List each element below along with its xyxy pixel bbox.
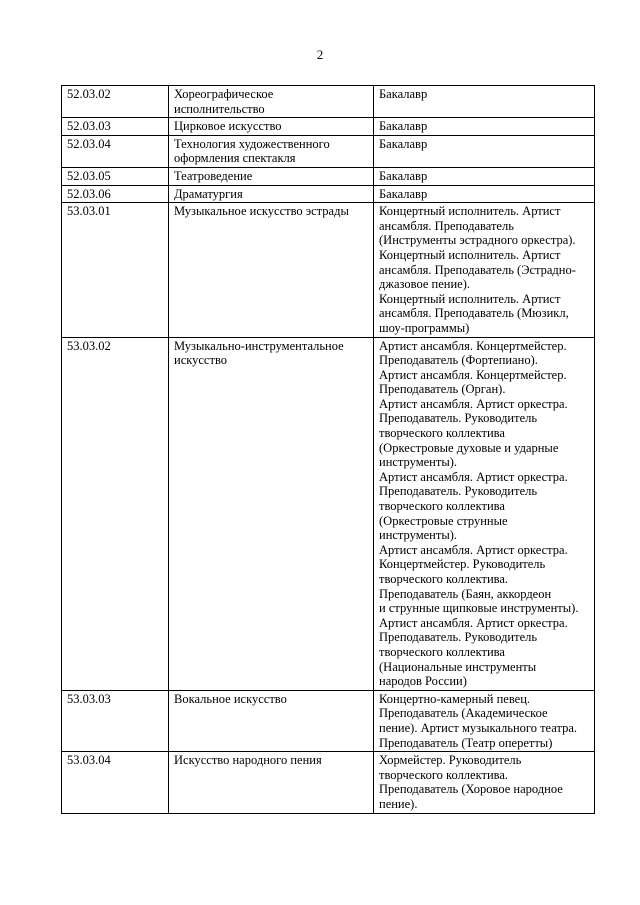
qualification-line: Бакалавр: [379, 168, 428, 183]
qualification-line: инструменты).: [379, 455, 458, 470]
name-cell: [169, 167, 374, 185]
name-line: Музыкально-инструментальное: [174, 338, 344, 353]
code-cell: 52.03.02: [62, 86, 169, 118]
qualification-line: Преподаватель. Руководитель: [379, 411, 538, 426]
qualification-cell: [374, 167, 595, 185]
qualification-line: пение). Артист музыкального театра.: [379, 720, 578, 735]
qualification-line: ансамбля. Преподаватель (Эстрадно-: [379, 262, 576, 277]
qualification-line: Бакалавр: [379, 136, 428, 151]
qualification-line: Концертный исполнитель. Артист: [379, 291, 561, 306]
qualification-line: ансамбля. Преподаватель (Мюзикл,: [379, 306, 569, 321]
qualification-line: Преподаватель (Академическое: [379, 706, 548, 721]
name-line: Музыкальное искусство эстрады: [174, 204, 349, 219]
page-number: 2: [316, 47, 324, 62]
qualification-line: Преподаватель (Баян, аккордеон: [379, 586, 552, 601]
qualification-cell: [374, 337, 595, 690]
name-cell: [169, 337, 374, 690]
table-row: [62, 167, 595, 185]
qualification-line: Преподаватель (Хоровое народное: [379, 782, 563, 797]
name-line: Цирковое искусство: [174, 119, 282, 134]
table-body: [62, 86, 595, 814]
qualification-line: Бакалавр: [379, 119, 428, 134]
qualification-line: Артист ансамбля. Артист оркестра.: [379, 396, 568, 411]
name-line: Вокальное искусство: [174, 691, 287, 706]
qualification-line: (Оркестровые духовые и ударные: [379, 440, 559, 455]
qualification-line: Артист ансамбля. Артист оркестра.: [379, 542, 568, 557]
code-cell: 52.03.04: [62, 135, 169, 167]
qualification-line: Преподаватель (Театр оперетты): [379, 735, 553, 750]
table-row: [62, 185, 595, 203]
table-row: [62, 118, 595, 136]
qualification-line: Бакалавр: [379, 87, 428, 101]
name-line: Театроведение: [174, 168, 253, 183]
name-cell: [169, 135, 374, 167]
qualification-line: Артист ансамбля. Концертмейстер.: [379, 338, 567, 353]
name-line: Искусство народного пения: [174, 753, 322, 768]
name-cell: [169, 86, 374, 118]
qualification-line: пение).: [379, 796, 418, 811]
qualification-line: Хормейстер. Руководитель: [379, 753, 522, 768]
qualification-cell: [374, 86, 595, 118]
qualification-cell: [374, 118, 595, 136]
qualification-line: Концертно-камерный певец.: [379, 691, 531, 706]
qualification-cell: [374, 752, 595, 813]
code-cell: 53.03.04: [62, 752, 169, 813]
code-cell: 53.03.03: [62, 690, 169, 751]
qualification-line: Артист ансамбля. Артист оркестра.: [379, 615, 568, 630]
table-row: [62, 690, 595, 751]
name-line: исполнительство: [174, 101, 265, 116]
name-cell: [169, 185, 374, 203]
qualification-line: Концертмейстер. Руководитель: [379, 557, 546, 572]
qualification-line: Преподаватель. Руководитель: [379, 484, 538, 499]
qualification-line: (Инструменты эстрадного оркестра).: [379, 233, 576, 248]
table-row: [62, 203, 595, 337]
name-cell: [169, 690, 374, 751]
qualification-cell: [374, 135, 595, 167]
name-line: Хореографическое: [174, 87, 274, 101]
name-line: оформления спектакля: [174, 151, 296, 166]
qualification-line: творческого коллектива: [379, 644, 505, 659]
qualification-line: Преподаватель. Руководитель: [379, 630, 538, 645]
name-cell: [169, 203, 374, 337]
qualification-cell: [374, 690, 595, 751]
qualification-line: творческого коллектива: [379, 499, 505, 514]
qualification-line: Преподаватель (Орган).: [379, 382, 506, 397]
qualification-line: инструменты).: [379, 528, 458, 543]
qualification-line: шоу-программы): [379, 320, 470, 335]
code-cell: 53.03.02: [62, 337, 169, 690]
qualification-line: и струнные щипковые инструменты).: [379, 601, 579, 616]
table-row: [62, 86, 595, 118]
name-line: искусство: [174, 353, 228, 368]
qualification-line: (Национальные инструменты: [379, 659, 537, 674]
qualification-line: Концертный исполнитель. Артист: [379, 247, 561, 262]
table-row: [62, 337, 595, 690]
specialties-table: [61, 85, 595, 814]
qualification-line: Артист ансамбля. Артист оркестра.: [379, 469, 568, 484]
qualification-line: джазовое пение).: [379, 277, 471, 292]
qualification-cell: [374, 185, 595, 203]
name-cell: [169, 118, 374, 136]
table-row: [62, 752, 595, 813]
name-line: Технология художественного: [174, 136, 330, 151]
code-cell: 53.03.01: [62, 203, 169, 337]
qualification-line: ансамбля. Преподаватель: [379, 218, 514, 233]
qualification-line: творческого коллектива.: [379, 572, 509, 586]
code-cell: 52.03.03: [62, 118, 169, 136]
qualification-line: Бакалавр: [379, 186, 428, 201]
qualification-line: народов России): [379, 674, 467, 689]
qualification-line: Концертный исполнитель. Артист: [379, 204, 561, 219]
code-cell: 52.03.05: [62, 167, 169, 185]
name-line: Драматургия: [174, 186, 243, 201]
table-row: [62, 135, 595, 167]
code-cell: 52.03.06: [62, 185, 169, 203]
qualification-line: Преподаватель (Фортепиано).: [379, 353, 538, 368]
qualification-line: творческого коллектива.: [379, 767, 509, 782]
qualification-line: (Оркестровые струнные: [379, 513, 508, 528]
qualification-line: творческого коллектива: [379, 426, 505, 441]
qualification-line: Артист ансамбля. Концертмейстер.: [379, 367, 567, 382]
qualification-cell: [374, 203, 595, 337]
name-cell: [169, 752, 374, 813]
